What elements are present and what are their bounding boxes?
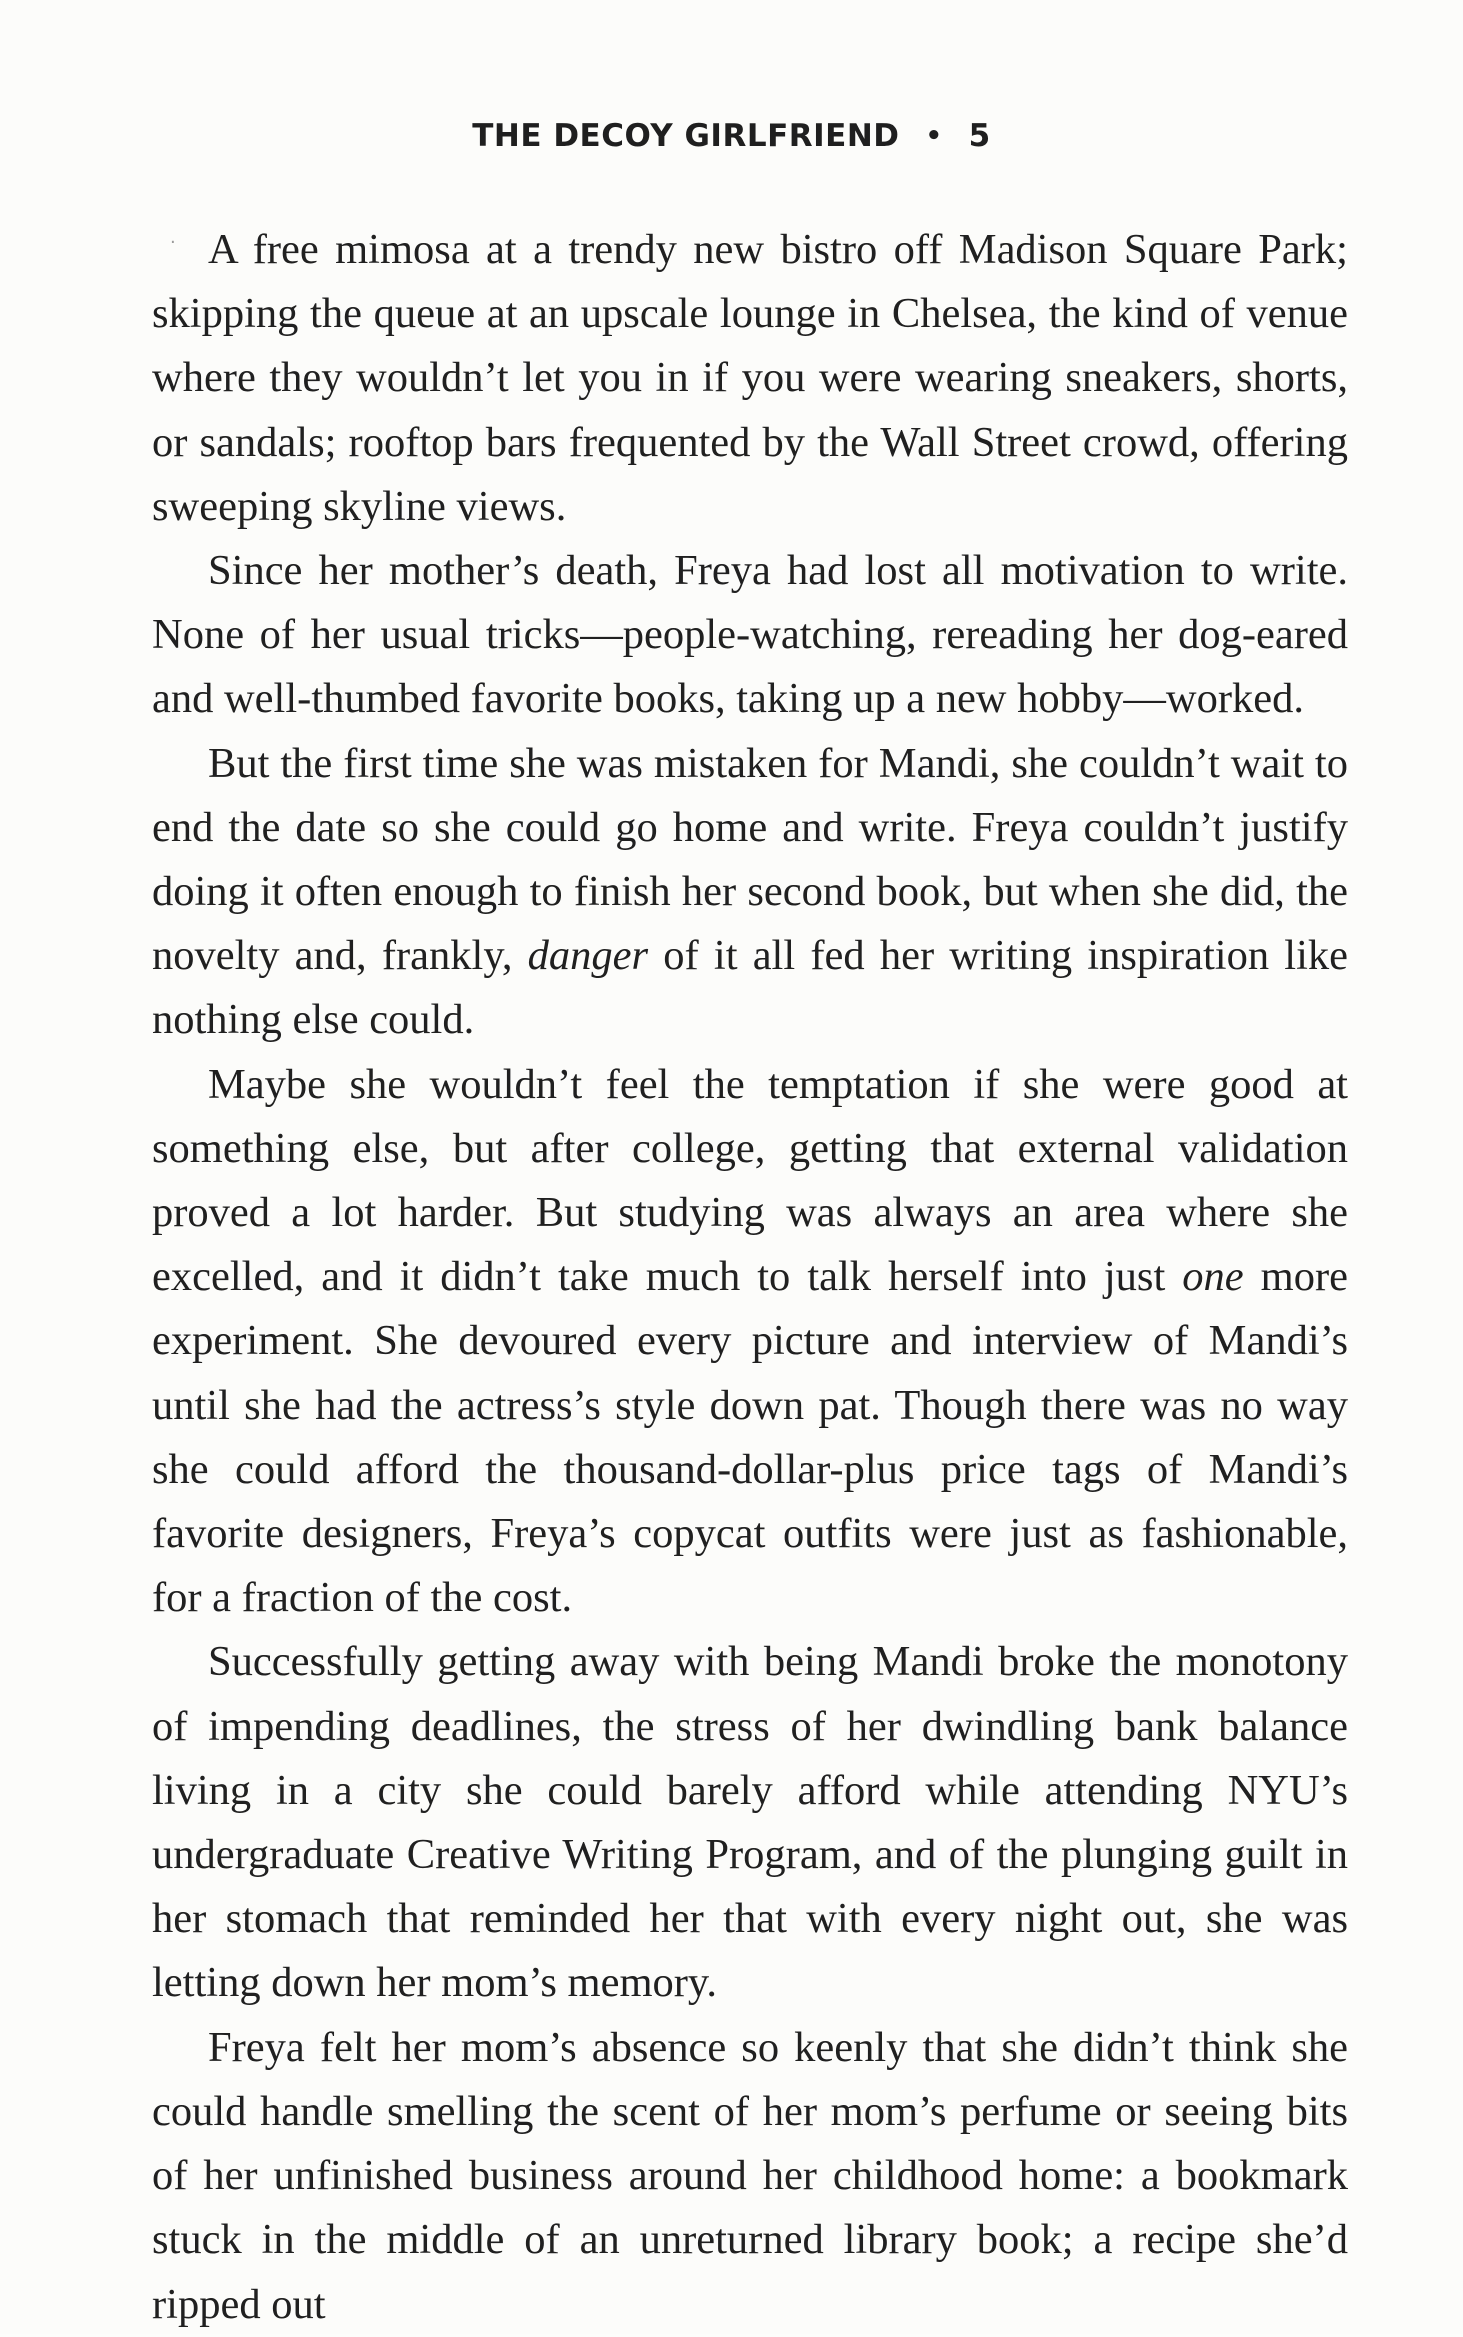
italic-text: one (1182, 1253, 1244, 1301)
paragraph-text: Maybe she wouldn’t feel the temptation if she were good at something else, but after college, getting that external validation proved a lot harder. But studying was always an area where she excelled, and it didn’t take much to talk herself into just (152, 1060, 1348, 1301)
paragraph-text: But the first time she was mistaken for Mandi, she couldn’t wait to end the date so she could go home and write. Freya couldn’t justify doing it often enough to finish her second book, but when she did, the novelty and, frankly, (152, 739, 1348, 980)
header-separator: • (925, 121, 943, 151)
paragraph (152, 732, 1348, 1053)
page-number: 5 (968, 118, 991, 154)
body-text (152, 218, 1348, 2337)
paragraph-text: more experiment. She devoured every picture and interview of Mandi’s until she had the actress’s style down pat. Though there was no way she could afford the thousand-dollar-plus price tags of Mandi’s favorite designers, Freya’s copycat outfits were just as fashionable, for a fraction of the cost. (152, 1253, 1348, 1622)
paragraph (152, 1630, 1348, 2015)
italic-text: danger (527, 932, 649, 980)
paragraph-text: of it all fed her writing inspiration like nothing else could. (152, 932, 1348, 1044)
paragraph-text: Freya felt her mom’s absence so keenly that she didn’t think she could handle smelling the scent of her mom’s perfume or seeing bits of her unfinished business around her childhood home: a bookmark stuck in the middle of an unreturned library book; a recipe she’d ripped out (152, 2023, 1348, 2328)
paragraph (152, 539, 1348, 732)
paragraph-text: Since her mother’s death, Freya had lost all motivation to write. None of her usual tricks—people-watching, rereading her dog-eared and well-thumbed favorite books, taking up a new hobby—worked. (152, 547, 1348, 723)
margin-speck: · (170, 232, 176, 253)
book-title: THE DECOY GIRLFRIEND (472, 118, 900, 154)
paragraph-text: Successfully getting away with being Mandi broke the monotony of impending deadlines, the stress of her dwindling bank balance living in a city she could barely afford while attending NYU’s undergraduate Creative Writing Program, and of the plunging guilt in her stomach that reminded her that with every night out, she was letting down her mom’s memory. (152, 1638, 1348, 2007)
paragraph (152, 2016, 1348, 2337)
paragraph-text: A free mimosa at a trendy new bistro off Madison Square Park; skipping the queue at an upscale lounge in Chelsea, the kind of venue where they wouldn’t let you in if you were wearing sneakers, shorts, or sandals; rooftop bars frequented by the Wall Street crowd, offering sweeping skyline views. (152, 226, 1348, 530)
running-head (0, 118, 1463, 154)
paragraph (152, 1053, 1348, 1631)
paragraph (152, 218, 1348, 539)
